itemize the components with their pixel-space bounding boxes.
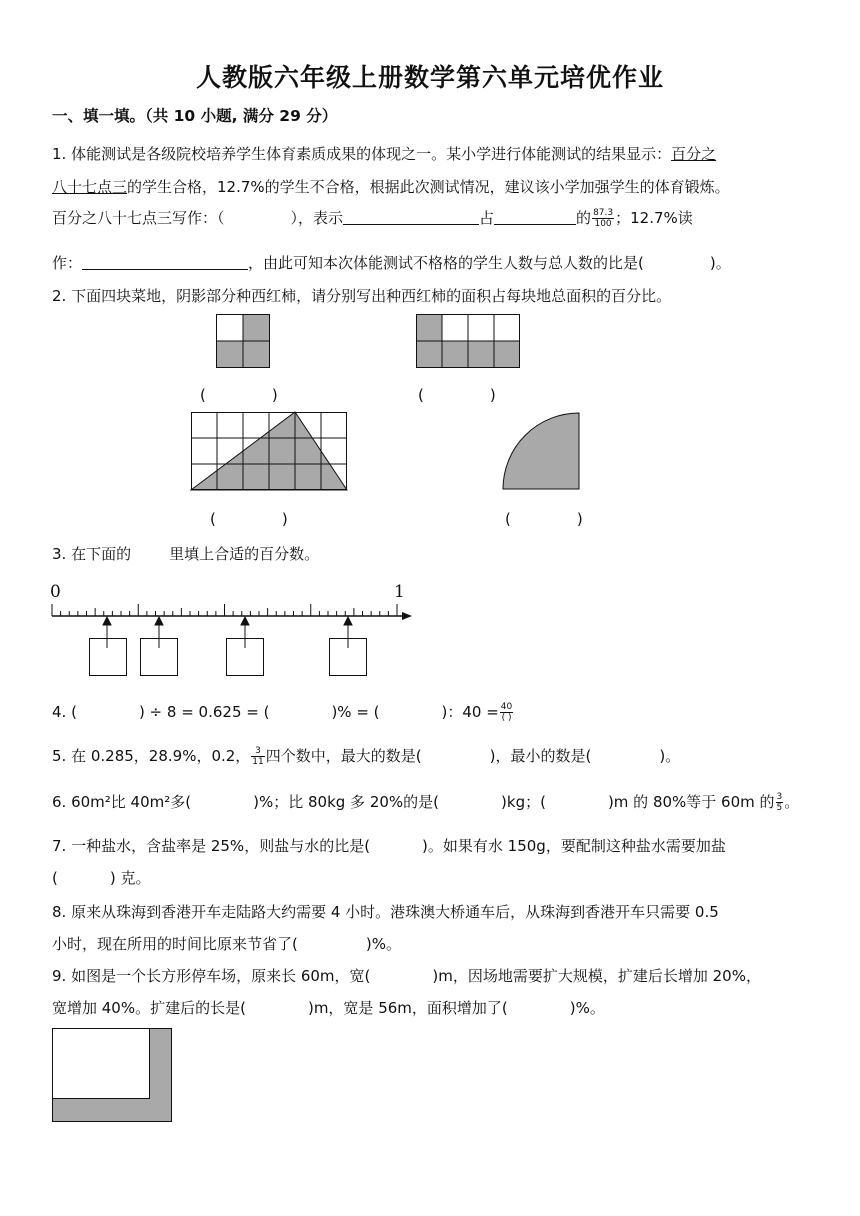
section-heading: 一、填一填。（共 10 小题, 满分 29 分） <box>52 107 338 125</box>
q8-line2: 小时，现在所用的时间比原来节省了( )%。 <box>52 935 401 953</box>
q1-underlined-text-2: 八十七点三 <box>52 178 128 196</box>
q1-text-3a: 百分之八十七点三写作：（ <box>52 209 225 227</box>
q1-blank-part[interactable] <box>343 208 479 225</box>
q1-line3 <box>52 208 693 229</box>
q7-line2: ( ) 克。 <box>52 869 151 887</box>
q1-text-3c: 占 <box>479 209 495 227</box>
q1-line2 <box>52 177 730 197</box>
q1-fraction: $\frac{87.3}{100}$ <box>593 208 614 229</box>
q9-line2: 宽增加 40%。扩建后的长是( )m，宽是 56m，面积增加了( )%。 <box>52 999 605 1017</box>
q1-text: 1. 体能测试是各级院校培养学生体育素质成果的体现之一。某小学进行体能测试的结果显示： <box>52 145 672 163</box>
q1-text-4c: )。 <box>709 254 731 272</box>
q6-text: 6. 60m²比 40m²多( )%；比 80kg 多 20%的是( )kg；( )m 的 80%等于 60m 的 $\frac{3}{5}$ 。 <box>52 792 800 813</box>
q1-blank-whole[interactable] <box>494 208 576 225</box>
answer-box-4[interactable] <box>329 638 367 676</box>
q8-line1: 8. 原来从珠海到香港开车走陆路大约需要 4 小时。港珠澳大桥通车后，从珠海到香港开车只需要 0.5 <box>52 903 719 921</box>
q2-answer-4[interactable]: ( ) <box>505 510 583 528</box>
q1-blank-read[interactable] <box>82 253 248 270</box>
q4-text: 4. ( ) ÷ 8 = 0.625 = ( )% = ( )：40 = $\frac{40}{( )}$ <box>52 702 513 723</box>
original-lot <box>53 1029 150 1099</box>
q1-text-2: 的学生合格，12.7%的学生不合格，根据此次测试情况，建议该小学加强学生的体育锻炼。 <box>127 178 730 196</box>
q2-answer-3[interactable]: ( ) <box>210 510 288 528</box>
q9-parking-lot-figure <box>52 1028 172 1122</box>
q1-text-4a: 作： <box>52 254 83 272</box>
q1-text-3d: 的 <box>576 209 592 227</box>
q1-line1 <box>52 144 716 164</box>
q1-line4 <box>52 253 731 273</box>
q1-text-3b: ），表示 <box>290 209 344 227</box>
shade-bottom-left <box>216 341 243 368</box>
q5-fraction: $\frac{3}{11}$ <box>252 746 264 767</box>
answer-box-2[interactable] <box>140 638 178 676</box>
page-title: 人教版六年级上册数学第六单元培优作业 <box>195 63 664 92</box>
q2-figure-triangle-grid <box>191 412 347 492</box>
q6-fraction: $\frac{3}{5}$ <box>776 792 783 813</box>
number-line-zero-label: 0 <box>50 582 61 602</box>
answer-box-3[interactable] <box>226 638 264 676</box>
q2-answer-1[interactable]: ( ) <box>200 386 278 404</box>
q4-fraction: $\frac{40}{( )}$ <box>500 702 513 723</box>
q2-figure-grid-2x2 <box>216 314 270 368</box>
q1-text-4b: ，由此可知本次体能测试不格格的学生人数与总人数的比是( <box>248 254 644 272</box>
q2-answer-2[interactable]: ( ) <box>418 386 496 404</box>
q1-underlined-text: 百分之 <box>671 145 717 163</box>
q9-line1: 9. 如图是一个长方形停车场，原来长 60m，宽( )m，因场地需要扩大规模，扩建后长增加 20%， <box>52 967 761 985</box>
number-line-one-label: 1 <box>394 582 405 602</box>
q5-text: 5. 在 0.285，28.9%，0.2， $\frac{3}{11}$ 四个数中，最大的数是( )，最小的数是( )。 <box>52 746 681 767</box>
q2-figure-quarter-circle <box>502 412 580 490</box>
q3-text: 3. 在下面的 里填上合适的百分数。 <box>52 545 320 563</box>
q1-text-3e: ；12.7%读 <box>615 209 693 227</box>
q2-figure-grid-2x4 <box>416 314 520 368</box>
answer-box-1[interactable] <box>89 638 127 676</box>
shade-bottom-row <box>442 341 520 368</box>
q2-text: 2. 下面四块菜地，阴影部分种西红柿，请分别写出种西红柿的面积占每块地总面积的百分比。 <box>52 287 672 305</box>
q7-line1: 7. 一种盐水，含盐率是 25%，则盐与水的比是( )。如果有水 150g，要配制这种盐水需要加盐 <box>52 837 726 855</box>
